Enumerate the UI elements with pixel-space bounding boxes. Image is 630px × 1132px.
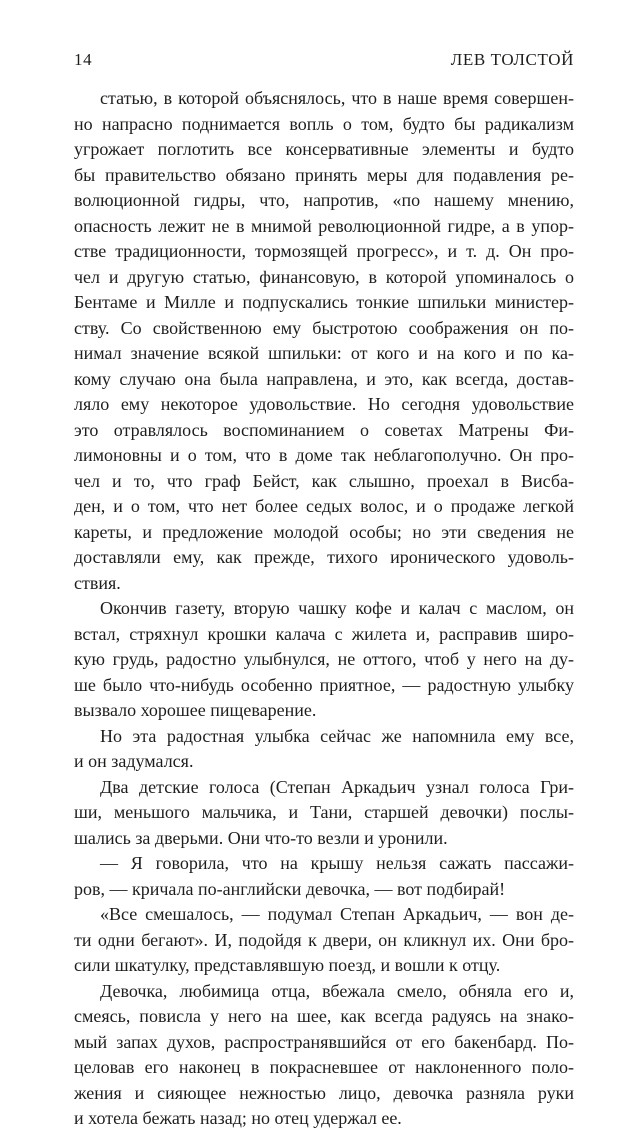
text-line: волюционной гидры, что, напротив, «по нашему мнению,	[74, 190, 574, 210]
paragraph	[74, 86, 574, 596]
text-line: Два детские голоса (Степан Аркадьич узнал голоса Гри-	[100, 776, 574, 797]
text-line: нимал значение всякой шпильки: от кого и на кого и по ка-	[74, 343, 574, 363]
text-line: ден, и о том, что нет более седых волос, и о продаже легкой	[74, 496, 574, 516]
text-line: ляло ему некоторое удовольствие. Но сегодня удовольствие	[74, 394, 574, 414]
text-line: Бентаме и Милле и подпускались тонкие шпильки министер-	[74, 292, 574, 312]
paragraph	[74, 979, 574, 1132]
text-line: шались за дверьми. Они что-то везли и уронили.	[74, 827, 448, 848]
text-line: кому случаю она была направлена, и это, как всегда, достав-	[74, 368, 574, 389]
paragraph	[74, 902, 574, 979]
text-line: и он задумался.	[74, 751, 194, 771]
text-line: сили шкатулку, представлявшую поезд, и вошли к отцу.	[74, 955, 501, 975]
body-text	[74, 86, 574, 1132]
text-line: ров, — кричала по-английски девочка, — вот подбирай!	[74, 878, 506, 899]
text-line: но напрасно поднимается вопль о том, будто бы радикализм	[74, 113, 574, 134]
text-line: ству. Со свойственною ему быстротою соображения он по-	[74, 317, 574, 338]
text-line: «Все смешалось, — подумал Степан Аркадьич, — вон де-	[100, 904, 574, 924]
text-line: Окончив газету, вторую чашку кофе и калач с маслом, он	[100, 598, 574, 618]
text-line: — Я говорила, что на крышу нельзя сажать пассажи-	[100, 853, 574, 873]
page-number: 14	[74, 50, 93, 69]
text-line: встал, стряхнул крошки калача с жилета и, расправив широ-	[74, 623, 574, 644]
text-line: бы правительство обязано принять меры для подавления ре-	[74, 164, 574, 185]
text-line: ти одни бегают». И, подойдя к двери, он кликнул их. Они бро-	[74, 929, 574, 950]
text-line: доставляли ему, как прежде, тихого иронического удоволь-	[74, 547, 574, 567]
text-line: статью, в которой объяснялось, что в наше время совершен-	[100, 88, 574, 108]
paragraph	[74, 775, 574, 852]
text-line: ше было что-нибудь особенно приятное, — радостную улыбку	[74, 674, 574, 695]
text-line: чел и другую статью, финансовую, в которой упоминалось о	[74, 266, 574, 287]
text-line: ши, меньшого мальчика, и Тани, старшей девочки) послы-	[74, 802, 574, 822]
text-line: это отравлялось воспоминанием о советах Матрены Фи-	[74, 419, 574, 440]
text-line: стве традиционности, тормозящей прогресс», и т. д. Он про-	[74, 241, 574, 261]
text-line: ствия.	[74, 572, 121, 593]
running-head	[74, 50, 574, 72]
text-line: кую грудь, радостно улыбнулся, не оттого, чтоб у него на ду-	[74, 649, 574, 669]
running-head-author: ЛЕВ ТОЛСТОЙ	[450, 50, 574, 69]
text-line: целовав его наконец в покрасневшее от наклоненного поло-	[74, 1057, 574, 1077]
text-line: угрожает поглотить все консервативные элементы и будто	[74, 139, 574, 159]
text-line: чел и то, что граф Бейст, как слышно, проехал в Висба-	[74, 470, 574, 491]
text-line: лимоновны и о том, что в доме так неблагополучно. Он про-	[74, 445, 574, 465]
text-line: жения и сияющее нежностью лицо, девочка разняла руки	[74, 1082, 574, 1103]
paragraph	[74, 596, 574, 724]
text-line: смеясь, повисла у него на шее, как всегда радуясь на знако-	[74, 1006, 574, 1026]
text-line: вызвало хорошее пищеварение.	[74, 700, 317, 720]
text-line: и хотела бежать назад; но отец удержал ее.	[74, 1108, 402, 1128]
text-line: Но эта радостная улыбка сейчас же напомнила ему все,	[100, 725, 574, 746]
text-line: кареты, и предложение молодой особы; но эти сведения не	[74, 521, 574, 542]
text-line: Девочка, любимица отца, вбежала смело, обняла его и,	[100, 980, 574, 1001]
paragraph	[74, 724, 574, 775]
text-line: мый запах духов, распространявшийся от его бакенбард. По-	[74, 1031, 574, 1052]
paragraph	[74, 851, 574, 902]
text-line: опасность лежит не в мнимой революционной гидре, а в упор-	[74, 215, 574, 236]
